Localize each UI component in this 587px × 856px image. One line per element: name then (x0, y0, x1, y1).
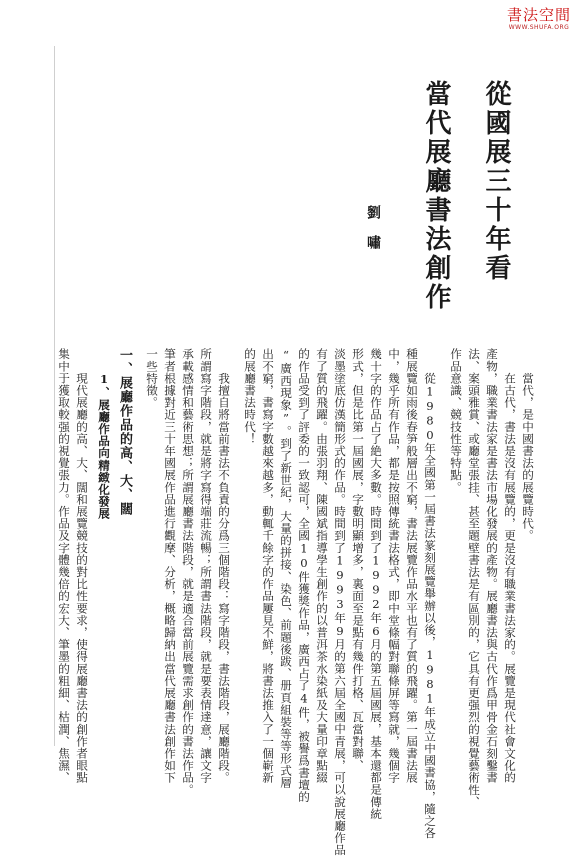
author-name: 劉嘯 (365, 205, 381, 265)
para3-line-4: 筆者根據對近三十年國展作品進行觀摩、分析，概略歸納出當代展廳書法創作如下 (163, 348, 177, 784)
para2-line-3: 中，幾乎所有作品，都是按照傳統書法格式，即中堂條幅對聯條屏等寫就，幾個字 (387, 348, 401, 784)
section-subheading: 1、展廳作品向精緻化發展 (97, 372, 111, 520)
para2-line-7: 有了質的飛躍。由張羽翔、陳國斌指導學生創作的以普洱茶水染紙及大量印章點綴 (315, 348, 329, 784)
section-heading: 一、展廳作品的高、大、闊 (117, 348, 132, 516)
para2-line-6: 淡墨塗底仿漢簡形式的作品。時間到了1993年9月的第六屆全國中青展，可以說展廳作品 (333, 348, 347, 856)
para2-line-2: 種展覽如雨後春笋般層出不窮，書法展覽作品水平也有了質的飛躍。第一屆書法展 (405, 348, 419, 784)
intro-line-1: 當代，是中國書法的展覽時代。 (521, 348, 535, 542)
page-divider (54, 46, 55, 746)
title-line-2: 當代展廳書法創作 (421, 80, 451, 312)
site-logo[interactable] (499, 6, 579, 31)
intro-line-3: 產物，職業書法家是書法市場化發展的產物。展廳書法與古代作爲甲骨金石刻鑿書 (485, 348, 499, 784)
para2-line-8: 的作品受到了評委的一致認可，全國10件獲獎作品，廣西占了4件，被譽爲書壇的 (297, 348, 311, 803)
para3-line-2: 所謂寫字階段，就是將字寫得端莊流暢；所謂書法階段，就是要表情達意，讓文字 (199, 348, 213, 784)
logo-script: 書法空間 (506, 6, 571, 24)
para3-line-5: 一些特徵。 (145, 348, 159, 409)
intro-line-5: 作品意識、競技性等特點。 (449, 348, 463, 494)
section1-line-1: 現代展廳的高、大、闊和展覽競技的對比性要求，使得展廳書法的創作者眼點 (75, 348, 89, 784)
para2-line-11: 的展廳書法時代！ (243, 348, 257, 445)
intro-line-4: 法、案頭雅賞、或廳堂張挂、甚至題壁書法是有區別的，它具有更强烈的視覺藝術性、 (467, 348, 481, 808)
para2-line-10: 出不窮，書寫字數越來越多，動輒千餘字的作品屢見不鮮，將書法推入了一個嶄新 (261, 348, 275, 784)
title-line-1: 從國展三十年看 (481, 80, 511, 283)
para3-line-1: 我擅自將當前書法不負責的分爲三個階段：寫字階段，書法階段，展廳階段。 (217, 348, 231, 784)
para2-line-1: 從1980年全國第一屆書法篆刻展覽舉辦以後，1981年成立中國書協，隨之各 (423, 348, 437, 840)
para2-line-9: “廣西現象”。到了新世紀，大量的拼接、染色、前題後跋、册頁組裝等等形式層 (279, 348, 293, 789)
intro-line-2: 在古代，書法是沒有展覽的，更是沒有職業書法家的。展覽是現代社會文化的 (503, 348, 517, 784)
logo-url: WWW.SHUFA.ORG (508, 24, 570, 31)
para3-line-3: 承載感情和藝術思想；所謂展廳書法階段，就是適合當前展覽需求創作的書法作品。 (181, 348, 195, 796)
para2-line-5: 形式，但是比第一屆國展，字數明顯增多，裏面至是點有幾件打格、瓦當對聯、 (351, 348, 365, 772)
section1-line-2: 集中于獲取較强的視覺張力。作品及字體幾倍的宏大、筆墨的粗細、枯潤、焦濕、 (57, 348, 71, 784)
para2-line-4: 幾十字的作品占了絶大多數。時間到了1992年6月的第五屆國展，基本還都是傳統 (369, 348, 383, 820)
